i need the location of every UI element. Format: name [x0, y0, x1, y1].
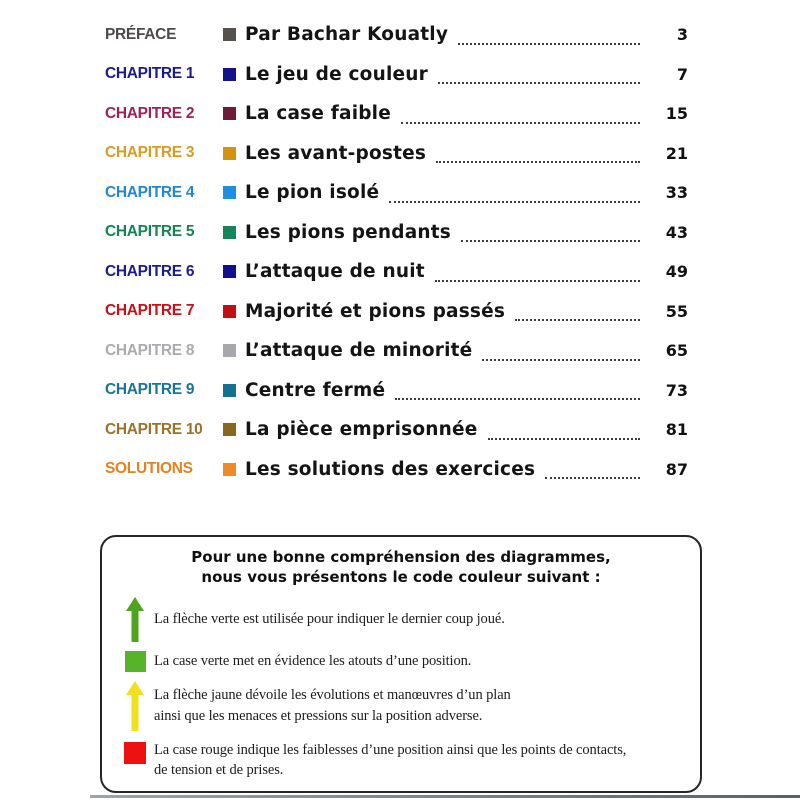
page-number: 81	[665, 420, 688, 440]
page-number: 65	[665, 341, 688, 361]
yellow-arrow-up-icon	[116, 681, 154, 731]
legend-text-line: de tension et de prises.	[154, 762, 284, 779]
chapter-label: SOLUTIONS	[105, 460, 193, 478]
dot-leader	[545, 459, 640, 479]
legend-item-green-square	[116, 651, 690, 672]
toc-row-chapter-6	[0, 252, 800, 292]
toc-row-chapter-9	[0, 371, 800, 411]
bullet-square-icon	[223, 384, 236, 397]
bullet-square-icon	[223, 305, 236, 318]
bullet-square-icon	[223, 107, 236, 120]
color-code-legend-box	[100, 535, 702, 793]
toc-row-chapter-7	[0, 292, 800, 332]
bullet-square-icon	[223, 68, 236, 81]
chapter-label: CHAPITRE 9	[105, 381, 195, 399]
legend-items	[102, 597, 700, 781]
red-square-icon	[116, 740, 154, 764]
dot-leader	[461, 222, 640, 242]
toc-row-solutions	[0, 450, 800, 490]
legend-text-line: La flèche verte est utilisée pour indiquer le dernier coup joué.	[154, 610, 505, 627]
chapter-title: L’attaque de minorité	[245, 340, 473, 362]
legend-heading-line-2: nous vous présentons le code couleur suivant :	[201, 567, 601, 586]
dot-leader	[436, 143, 640, 163]
page-bottom-edge	[90, 795, 800, 798]
page-number: 43	[665, 222, 688, 242]
bullet-square-icon	[223, 265, 236, 278]
dot-leader	[401, 104, 640, 124]
page-number: 15	[665, 104, 688, 124]
dot-leader	[482, 341, 640, 361]
chapter-title: Les pions pendants	[245, 221, 452, 243]
dot-leader	[435, 262, 640, 282]
chapter-title: Par Bachar Kouatly	[245, 24, 449, 46]
bullet-square-icon	[223, 28, 236, 41]
dot-leader	[395, 380, 640, 400]
toc-row-chapter-1	[0, 55, 800, 95]
toc-row-chapter-3	[0, 134, 800, 174]
dot-leader	[515, 301, 640, 321]
legend-item-text	[154, 740, 626, 781]
chapter-title: L’attaque de nuit	[245, 261, 425, 283]
legend-item-text	[154, 609, 505, 630]
dot-leader	[438, 64, 640, 84]
chapter-label: CHAPITRE 5	[105, 223, 195, 241]
page-number: 21	[665, 143, 688, 163]
legend-item-yellow-arrow	[116, 681, 690, 731]
chapter-label: CHAPITRE 8	[105, 341, 195, 359]
chapter-label: CHAPITRE 2	[105, 104, 195, 122]
bullet-square-icon	[223, 186, 236, 199]
chapter-title: Les solutions des exercices	[245, 458, 536, 480]
chapter-label: CHAPITRE 3	[105, 144, 195, 162]
chapter-title: Centre fermé	[245, 379, 386, 401]
toc-row-preface	[0, 15, 800, 55]
chapter-title: Le pion isolé	[245, 182, 380, 204]
page-number: 87	[665, 459, 688, 479]
dot-leader	[488, 420, 641, 440]
legend-text-line: ainsi que les menaces et pressions sur la position adverse.	[154, 707, 483, 724]
dot-leader	[389, 183, 640, 203]
legend-item-red-square	[116, 740, 690, 781]
chapter-title: Majorité et pions passés	[245, 300, 506, 322]
legend-heading-line-1: Pour une bonne compréhension des diagrammes,	[191, 548, 611, 566]
toc-row-chapter-10	[0, 410, 800, 450]
chapter-label: CHAPITRE 10	[105, 420, 203, 438]
chapter-title: La case faible	[245, 103, 391, 125]
bullet-square-icon	[223, 344, 236, 357]
bullet-square-icon	[223, 423, 236, 436]
chapter-title: Les avant-postes	[245, 142, 427, 164]
page-number: 7	[676, 64, 688, 84]
dot-leader	[458, 25, 640, 45]
legend-item-text	[154, 685, 511, 726]
chapter-label: PRÉFACE	[105, 25, 177, 43]
legend-text-line: La case rouge indique les faiblesses d’une position ainsi que les points de contacts,	[154, 741, 627, 758]
green-arrow-up-icon	[116, 597, 154, 642]
bullet-square-icon	[223, 147, 236, 160]
toc-row-chapter-4	[0, 173, 800, 213]
chapter-label: CHAPITRE 1	[105, 65, 195, 83]
toc-row-chapter-2	[0, 94, 800, 134]
chapter-label: CHAPITRE 6	[105, 262, 195, 280]
bullet-square-icon	[223, 463, 236, 476]
chapter-title: Le jeu de couleur	[245, 63, 428, 85]
page-number: 33	[665, 183, 688, 203]
page-number: 73	[665, 380, 688, 400]
toc-row-chapter-5	[0, 213, 800, 253]
legend-item-text	[154, 651, 471, 672]
green-square-icon	[116, 651, 154, 672]
chapter-title: La pièce emprisonnée	[245, 419, 478, 441]
legend-text-line: La flèche jaune dévoile les évolutions et manœuvres d’un plan	[154, 687, 511, 704]
page-number: 3	[676, 25, 688, 45]
page-number: 49	[665, 262, 688, 282]
legend-item-green-arrow	[116, 597, 690, 642]
chapter-label: CHAPITRE 4	[105, 183, 195, 201]
page-number: 55	[665, 301, 688, 321]
toc-row-chapter-8	[0, 331, 800, 371]
chapter-label: CHAPITRE 7	[105, 302, 195, 320]
legend-text-line: La case verte met en évidence les atouts d’une position.	[154, 652, 472, 669]
legend-heading	[102, 548, 700, 588]
bullet-square-icon	[223, 226, 236, 239]
